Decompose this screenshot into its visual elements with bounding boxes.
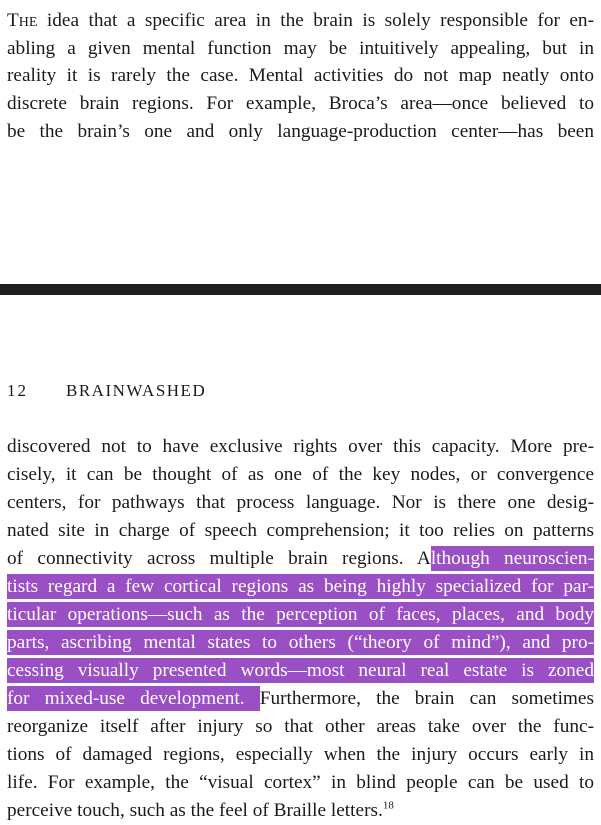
text-line: nated site in charge of speech comprehension; it too relies on patterns	[7, 520, 594, 541]
page-number: 12	[7, 381, 28, 400]
highlighted-text[interactable]: cessing visually presented words—most neural real estate is zoned	[7, 660, 594, 681]
text-line: life. For example, the “visual cortex” in blind people can be used to	[7, 772, 594, 793]
highlighted-text[interactable]: for mixed-use development.	[7, 688, 260, 709]
line-text: idea that a specific area in the brain is solely responsible for en-	[37, 10, 594, 31]
text-line	[7, 629, 594, 657]
highlighted-text[interactable]: ticular operations—such as the perception of faces, places, and body	[7, 604, 594, 625]
text-line	[7, 545, 594, 573]
line-text: of connectivity across multiple brain regions. A	[7, 548, 431, 569]
footnote-reference[interactable]: 18	[382, 799, 394, 812]
text-line: discrete brain regions. For example, Broca’s area—once believed to	[7, 93, 594, 114]
highlighted-text[interactable]: lthough neuroscien-	[430, 548, 594, 569]
text-line: cisely, it can be thought of as one of the key nodes, or convergence	[7, 464, 594, 485]
text-line: abling a given mental function may be intuitively appealing, but in	[7, 38, 594, 59]
paragraph-lead-in: The	[7, 10, 38, 31]
text-line: tions of damaged regions, especially when the injury occurs early in	[7, 744, 594, 765]
line-text: Furthermore, the brain can sometimes	[259, 688, 594, 709]
text-line	[7, 797, 594, 825]
text-line: reality it is rarely the case. Mental activities do not map neatly onto	[7, 65, 594, 86]
running-head: BRAINWASHED	[66, 381, 207, 400]
text-line: discovered not to have exclusive rights over this capacity. More pre-	[7, 436, 594, 457]
text-line: be the brain’s one and only language-production center—has been	[7, 121, 594, 142]
page-divider	[0, 284, 601, 295]
text-line	[7, 7, 594, 35]
text-line	[7, 573, 594, 601]
text-line: centers, for pathways that process language. Nor is there one desig-	[7, 492, 594, 513]
text-line: reorganize itself after injury so that other areas take over the func-	[7, 716, 594, 737]
text-line	[7, 601, 594, 629]
highlighted-text[interactable]: parts, ascribing mental states to others (“theory of mind”), and pro-	[7, 632, 594, 653]
highlighted-text[interactable]: tists regard a few cortical regions as being highly specialized for par-	[7, 576, 594, 597]
line-text: perceive touch, such as the feel of Braille letters.	[7, 800, 383, 821]
text-line	[7, 657, 594, 685]
text-line	[7, 685, 594, 713]
